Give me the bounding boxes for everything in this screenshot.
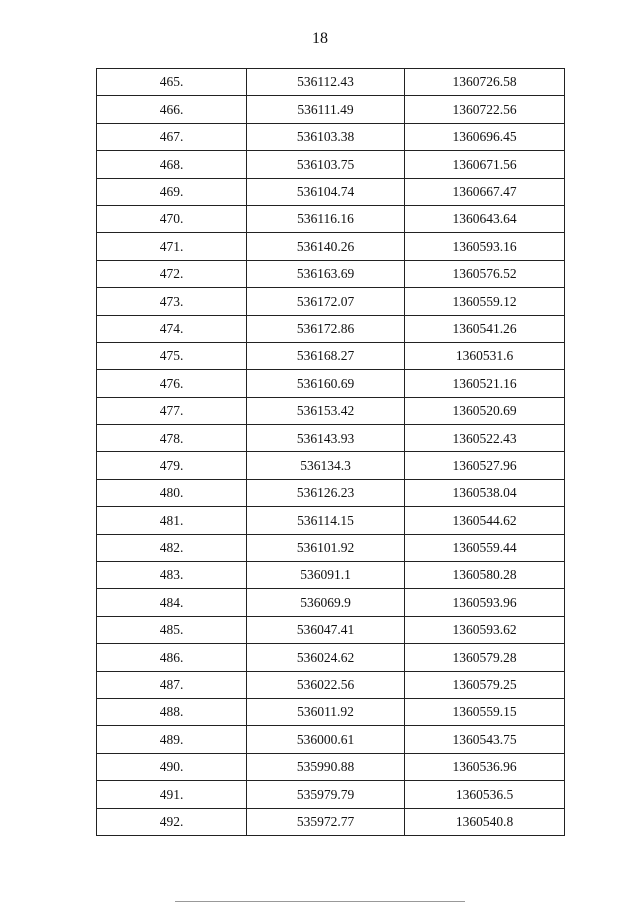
table-row bbox=[97, 479, 565, 506]
table-row bbox=[97, 534, 565, 561]
x-coordinate-cell: 536172.07 bbox=[247, 288, 405, 315]
y-coordinate-cell: 1360520.69 bbox=[405, 397, 565, 424]
table-row bbox=[97, 589, 565, 616]
point-number-cell: 480. bbox=[97, 479, 247, 506]
x-coordinate-cell: 536172.86 bbox=[247, 315, 405, 342]
point-number-cell: 470. bbox=[97, 205, 247, 232]
y-coordinate-cell: 1360579.25 bbox=[405, 671, 565, 698]
y-coordinate-cell: 1360593.96 bbox=[405, 589, 565, 616]
x-coordinate-cell: 536114.15 bbox=[247, 507, 405, 534]
page-number: 18 bbox=[312, 30, 328, 47]
point-number-cell: 471. bbox=[97, 233, 247, 260]
x-coordinate-cell: 536103.38 bbox=[247, 123, 405, 150]
point-number-cell: 484. bbox=[97, 589, 247, 616]
table-row bbox=[97, 781, 565, 808]
table-row bbox=[97, 205, 565, 232]
y-coordinate-cell: 1360544.62 bbox=[405, 507, 565, 534]
y-coordinate-cell: 1360722.56 bbox=[405, 96, 565, 123]
table-row bbox=[97, 315, 565, 342]
table-row bbox=[97, 671, 565, 698]
x-coordinate-cell: 536163.69 bbox=[247, 260, 405, 287]
table-row bbox=[97, 178, 565, 205]
table-row bbox=[97, 288, 565, 315]
point-number-cell: 477. bbox=[97, 397, 247, 424]
y-coordinate-cell: 1360541.26 bbox=[405, 315, 565, 342]
point-number-cell: 486. bbox=[97, 644, 247, 671]
x-coordinate-cell: 536153.42 bbox=[247, 397, 405, 424]
table-row bbox=[97, 644, 565, 671]
y-coordinate-cell: 1360538.04 bbox=[405, 479, 565, 506]
y-coordinate-cell: 1360536.5 bbox=[405, 781, 565, 808]
table-row bbox=[97, 616, 565, 643]
point-number-cell: 475. bbox=[97, 342, 247, 369]
point-number-cell: 488. bbox=[97, 698, 247, 725]
table-row bbox=[97, 397, 565, 424]
y-coordinate-cell: 1360531.6 bbox=[405, 342, 565, 369]
table-row bbox=[97, 698, 565, 725]
y-coordinate-cell: 1360559.15 bbox=[405, 698, 565, 725]
y-coordinate-cell: 1360593.62 bbox=[405, 616, 565, 643]
y-coordinate-cell: 1360522.43 bbox=[405, 425, 565, 452]
point-number-cell: 473. bbox=[97, 288, 247, 315]
point-number-cell: 469. bbox=[97, 178, 247, 205]
table-row bbox=[97, 370, 565, 397]
y-coordinate-cell: 1360559.44 bbox=[405, 534, 565, 561]
table-row bbox=[97, 452, 565, 479]
point-number-cell: 491. bbox=[97, 781, 247, 808]
point-number-cell: 485. bbox=[97, 616, 247, 643]
y-coordinate-cell: 1360536.96 bbox=[405, 753, 565, 780]
table-row bbox=[97, 151, 565, 178]
point-number-cell: 483. bbox=[97, 562, 247, 589]
table-row bbox=[97, 260, 565, 287]
point-number-cell: 466. bbox=[97, 96, 247, 123]
table-row bbox=[97, 233, 565, 260]
table-row bbox=[97, 425, 565, 452]
y-coordinate-cell: 1360521.16 bbox=[405, 370, 565, 397]
point-number-cell: 476. bbox=[97, 370, 247, 397]
page-bottom-rule bbox=[175, 901, 465, 902]
x-coordinate-cell: 536011.92 bbox=[247, 698, 405, 725]
y-coordinate-cell: 1360559.12 bbox=[405, 288, 565, 315]
x-coordinate-cell: 535979.79 bbox=[247, 781, 405, 808]
point-number-cell: 490. bbox=[97, 753, 247, 780]
point-number-cell: 467. bbox=[97, 123, 247, 150]
coordinates-table bbox=[96, 68, 565, 836]
point-number-cell: 472. bbox=[97, 260, 247, 287]
x-coordinate-cell: 535990.88 bbox=[247, 753, 405, 780]
point-number-cell: 479. bbox=[97, 452, 247, 479]
x-coordinate-cell: 536104.74 bbox=[247, 178, 405, 205]
point-number-cell: 478. bbox=[97, 425, 247, 452]
x-coordinate-cell: 536022.56 bbox=[247, 671, 405, 698]
y-coordinate-cell: 1360593.16 bbox=[405, 233, 565, 260]
x-coordinate-cell: 536160.69 bbox=[247, 370, 405, 397]
table-row bbox=[97, 96, 565, 123]
x-coordinate-cell: 536140.26 bbox=[247, 233, 405, 260]
point-number-cell: 487. bbox=[97, 671, 247, 698]
y-coordinate-cell: 1360543.75 bbox=[405, 726, 565, 753]
point-number-cell: 474. bbox=[97, 315, 247, 342]
x-coordinate-cell: 536101.92 bbox=[247, 534, 405, 561]
y-coordinate-cell: 1360643.64 bbox=[405, 205, 565, 232]
table-row bbox=[97, 69, 565, 96]
table-row bbox=[97, 753, 565, 780]
x-coordinate-cell: 536103.75 bbox=[247, 151, 405, 178]
x-coordinate-cell: 536000.61 bbox=[247, 726, 405, 753]
point-number-cell: 481. bbox=[97, 507, 247, 534]
x-coordinate-cell: 536134.3 bbox=[247, 452, 405, 479]
y-coordinate-cell: 1360579.28 bbox=[405, 644, 565, 671]
x-coordinate-cell: 536047.41 bbox=[247, 616, 405, 643]
x-coordinate-cell: 535972.77 bbox=[247, 808, 405, 835]
table-row bbox=[97, 808, 565, 835]
point-number-cell: 489. bbox=[97, 726, 247, 753]
point-number-cell: 482. bbox=[97, 534, 247, 561]
x-coordinate-cell: 536024.62 bbox=[247, 644, 405, 671]
coordinates-table-body bbox=[97, 69, 565, 836]
y-coordinate-cell: 1360696.45 bbox=[405, 123, 565, 150]
y-coordinate-cell: 1360580.28 bbox=[405, 562, 565, 589]
table-row bbox=[97, 726, 565, 753]
x-coordinate-cell: 536143.93 bbox=[247, 425, 405, 452]
x-coordinate-cell: 536069.9 bbox=[247, 589, 405, 616]
point-number-cell: 465. bbox=[97, 69, 247, 96]
y-coordinate-cell: 1360540.8 bbox=[405, 808, 565, 835]
x-coordinate-cell: 536111.49 bbox=[247, 96, 405, 123]
point-number-cell: 468. bbox=[97, 151, 247, 178]
y-coordinate-cell: 1360671.56 bbox=[405, 151, 565, 178]
table-row bbox=[97, 342, 565, 369]
y-coordinate-cell: 1360726.58 bbox=[405, 69, 565, 96]
table-row bbox=[97, 123, 565, 150]
x-coordinate-cell: 536112.43 bbox=[247, 69, 405, 96]
point-number-cell: 492. bbox=[97, 808, 247, 835]
x-coordinate-cell: 536168.27 bbox=[247, 342, 405, 369]
x-coordinate-cell: 536116.16 bbox=[247, 205, 405, 232]
y-coordinate-cell: 1360576.52 bbox=[405, 260, 565, 287]
table-row bbox=[97, 507, 565, 534]
y-coordinate-cell: 1360527.96 bbox=[405, 452, 565, 479]
y-coordinate-cell: 1360667.47 bbox=[405, 178, 565, 205]
table-row bbox=[97, 562, 565, 589]
x-coordinate-cell: 536091.1 bbox=[247, 562, 405, 589]
x-coordinate-cell: 536126.23 bbox=[247, 479, 405, 506]
